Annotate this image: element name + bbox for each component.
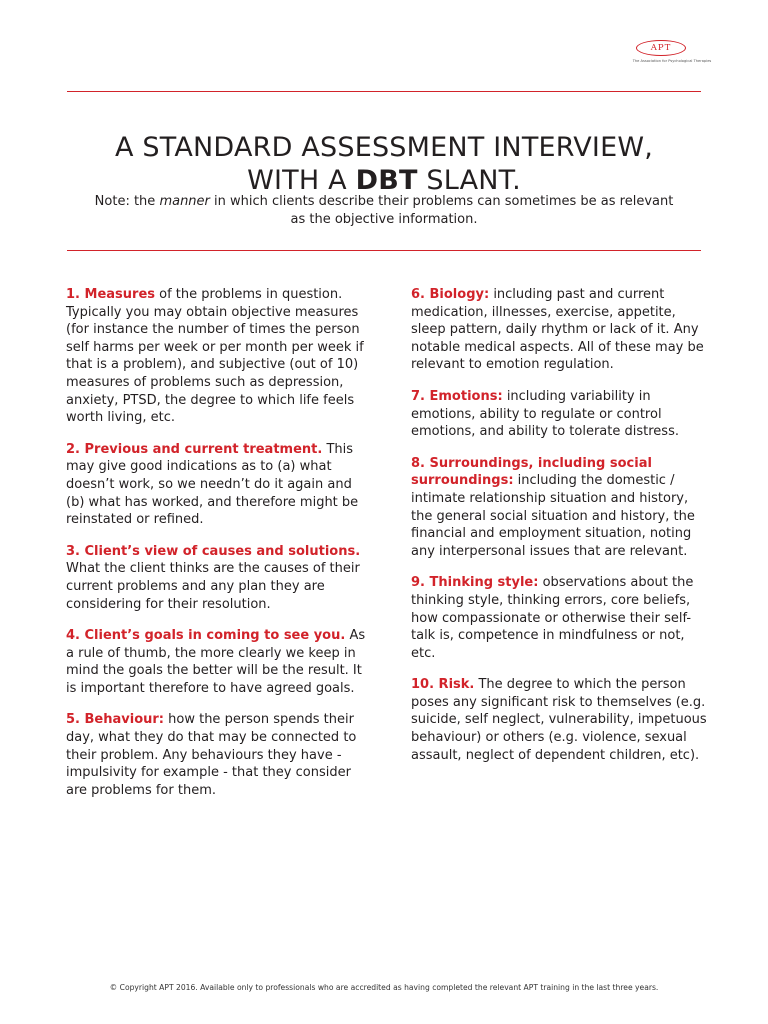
- apt-logo: [628, 38, 714, 68]
- item-body: including past and current medication, illnesses, exercise, appetite, sleep pattern, daily rhythm or lack of it. Any notable medical aspects. All of these may be relevant to emotion regulation.: [411, 287, 704, 373]
- item-body: As a rule of thumb, the more clearly we keep in mind the goals the better will be the result. It is important therefore to have agreed goals.: [66, 628, 366, 696]
- apt-logo-tagline: The Association for Psychological Therapies: [632, 59, 712, 63]
- item-body: including variability in emotions, ability to regulate or control emotions, and ability to tolerate distress.: [411, 388, 679, 440]
- item-body: The degree to which the person poses any significant risk to themselves (e.g. suicide, self neglect, vulnerability, impetuous behaviour) or others (e.g. violence, sexual assault, neglect of dependent children, etc).: [411, 677, 707, 763]
- copyright-footer: © Copyright APT 2016. Available only to professionals who are accredited as having completed the relevant APT training in the last three years.: [109, 983, 659, 992]
- list-item-risk: [411, 676, 711, 764]
- apt-logo-mark: APT: [636, 40, 686, 56]
- note-prefix: Note: the: [94, 194, 156, 209]
- list-item-measures: [66, 286, 371, 427]
- list-item-previous-treatment: [66, 441, 371, 529]
- list-item-biology: [411, 286, 711, 374]
- item-heading: 6. Biology:: [411, 287, 490, 302]
- item-heading: 9. Thinking style:: [411, 575, 539, 591]
- item-heading: 1. Measures: [66, 287, 155, 302]
- item-heading: 10. Risk.: [411, 677, 475, 693]
- note-suffix: in which clients describe their problems can sometimes be as relevant as the objective information.: [214, 194, 674, 227]
- top-divider: [67, 91, 701, 92]
- title-line-2-prefix: WITH A: [247, 165, 347, 197]
- title-line-1: A STANDARD ASSESSMENT INTERVIEW,: [114, 132, 654, 164]
- intro-note: [90, 193, 678, 229]
- list-item-thinking-style: [411, 574, 711, 662]
- item-body: including the domestic / intimate relationship situation and history, the general social situation and history, the financial and employment situation, noting any interpersonal issues that are relevant.: [411, 473, 695, 559]
- right-column: [411, 286, 711, 778]
- page-title: [40, 131, 728, 197]
- list-item-emotions: [411, 388, 711, 441]
- title-dbt: DBT: [355, 165, 418, 197]
- item-heading: 4. Client’s goals in coming to see you.: [66, 628, 346, 644]
- item-body: of the problems in question. Typically you may obtain objective measures (for instance the number of times the person self harms per week or per month per week if that is a problem), and subjective (out of 10) measures of problems such as depression, anxiety, PTSD, the degree to which life feels worth living, etc.: [66, 287, 364, 426]
- item-heading: 8. Surroundings, including social surroundings:: [411, 455, 652, 489]
- list-item-client-goals: [66, 627, 371, 697]
- item-body: This may give good indications as to (a) what doesn’t work, so we needn’t do it again and (b) what has worked, and therefore might be reinstated or refined.: [66, 441, 359, 528]
- item-body: What the client thinks are the causes of their current problems and any plan they are considering for their resolution.: [66, 561, 360, 612]
- item-heading: 2. Previous and current treatment.: [66, 441, 323, 457]
- item-body: observations about the thinking style, thinking errors, core beliefs, how compassionate or otherwise their self-talk is, competence in mindfulness or not, etc.: [411, 575, 694, 661]
- left-column: [66, 286, 371, 813]
- item-heading: 7. Emotions:: [411, 388, 503, 404]
- list-item-surroundings: [411, 455, 711, 561]
- list-item-client-view: [66, 543, 371, 613]
- title-line-2-suffix: SLANT.: [426, 165, 521, 197]
- note-emphasis: manner: [159, 194, 210, 209]
- item-heading: 3. Client’s view of causes and solutions.: [66, 543, 361, 559]
- list-item-behaviour: [66, 711, 371, 799]
- middle-divider: [67, 250, 701, 251]
- item-body: how the person spends their day, what they do that may be connected to their problem. Any behaviours they have - impulsivity for example - that they consider are problems for them.: [66, 712, 357, 798]
- item-heading: 5. Behaviour:: [66, 712, 164, 728]
